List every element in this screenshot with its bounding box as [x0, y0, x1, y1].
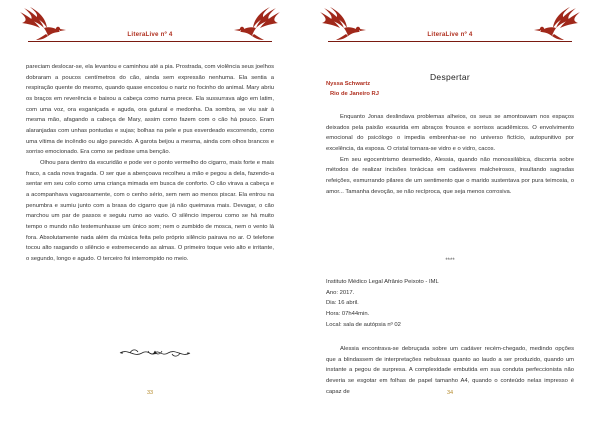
- section-separator: ****: [445, 258, 455, 264]
- header-divider: [28, 41, 272, 42]
- phoenix-ornament-icon: [14, 6, 70, 46]
- page-header: [310, 6, 590, 46]
- report-line: Hora: 07h44min.: [326, 310, 370, 317]
- paragraph: Olhou para dentro da escuridão e pode ver o ponto vermelho do cigarro, mais forte e mais fraco, a cada nova tragada. O ser que a abençoava recolheu a mão e pegou a dela, fazendo-a sentar em seu colo como uma criança mimada em busca de conforto. O cão virava a cabeça e a acompanhava vagarosamente, com o cenho sério, sem nem ao menos piscar. Ela entrou na penumbra e sumiu junto com a brasa do cigarro que já não queimava mais. Devagar, o cão marchou um par de passos e seguiu rumo ao vazio. O silêncio imperou como se há muito tempo o mundo não testemunhasse um único som; nem o zumbido de mosca, nem o vento lá fora. Absolutamente nada além da música feita pelo próprio silêncio pairava no ar. O telefone tocou alto rasgando o silêncio e estremecendo as almas. O primeiro toque veio alto e irritante, o segundo, longo e agudo. O terceiro foi interrompido no meio.: [26, 159, 274, 262]
- story-title: Despertar: [429, 72, 471, 82]
- header-title: LiteraLive nº 4: [127, 31, 173, 38]
- report-line: Instituto Médico Legal Afrânio Peixoto - IML: [326, 279, 439, 285]
- author-location: Rio de Janeiro RJ: [330, 91, 379, 97]
- phoenix-ornament-icon: [230, 6, 286, 46]
- paragraph: Em seu egocentrismo desmedido, Alessia, quando não monossilábica, discorria sobre métodos de realizar incisões torácicas em cadáveres malcheirosos, insultando sagradas refeições, esmurrando pilares de um sentimento que o marido sustentava por pura teimosia, o amor... Tamanha devoção, se não recíproca, que seja menos corrosiva.: [326, 156, 574, 195]
- paragraph: Enquanto Jonas deslindava problemas alheios, os seus se amontoavam nos espaços deixados pela paixão exaurida em abraços frouxos e sorrisos acadêmicos. O envolvimento emocional do psicólogo o impedia embrenhar-se no universo fictício, autopunitivo por excelência, da esposa. O cristal tornara-se vidro e o vidro, cacos.: [326, 114, 574, 152]
- page-number: 33: [146, 390, 154, 396]
- phoenix-ornament-icon: [314, 6, 370, 46]
- paragraph: Alessia encontrava-se debruçada sobre um cadáver recém-chegado, medindo opções que a blindassem de interpretações nebulosas quanto ao laudo a ser produzido, quando um instante a pegou de surpresa. A complexidade embutida em sua conduta perfeccionista não deveria se esgotar em folhas de papel tamanho A4, quando o conteúdo nelas impresso é capaz de: [326, 346, 574, 395]
- report-line: Local: sala de autópsia nº 02: [326, 321, 401, 328]
- flourish-ornament-icon: [118, 346, 192, 360]
- report-header: [326, 277, 574, 330]
- phoenix-ornament-icon: [530, 6, 586, 46]
- left-body-text: [26, 62, 274, 264]
- header-title: LiteraLive nº 4: [427, 31, 473, 38]
- page-header: [10, 6, 290, 46]
- header-divider: [328, 41, 572, 42]
- page-number: 34: [446, 390, 454, 396]
- report-line: Ano: 2017.: [326, 289, 355, 296]
- right-page: [300, 0, 600, 424]
- author-name: Nyssa Schwartz: [326, 81, 371, 87]
- report-line: Dia: 16 abril.: [326, 300, 359, 307]
- right-body-text: [326, 112, 574, 197]
- paragraph: pareciam deslocar-se, ela levantou e caminhou até a pia. Prostrada, com violência seus joelhos dobraram a poucos centímetros do cão, ainda sem expressão nenhuma. Ela sentia a respiração quente do mesmo, quando quase encostou o nariz no focinho do animal. Mary abriu os braços em reverência e baixou a cabeça como numa prece. Ela sussurrava algo em latim, com uma voz, ora esganiçada e aguda, ora gutural e medonha. Da sombra, se viu sair à mesma mão, afagando a cabeça de Mary, assim como fazem com o cão há pouco. Eram alaranjadas com unhas pontudas e sujas; bolhas na pele e pus esverdeado escorrendo, como uma vítima de incêndio ou algo parecido. A garota beijou a mesma, ainda com olhos brancos e sorriso emocionado. Era como se pedisse uma benção.: [26, 64, 274, 156]
